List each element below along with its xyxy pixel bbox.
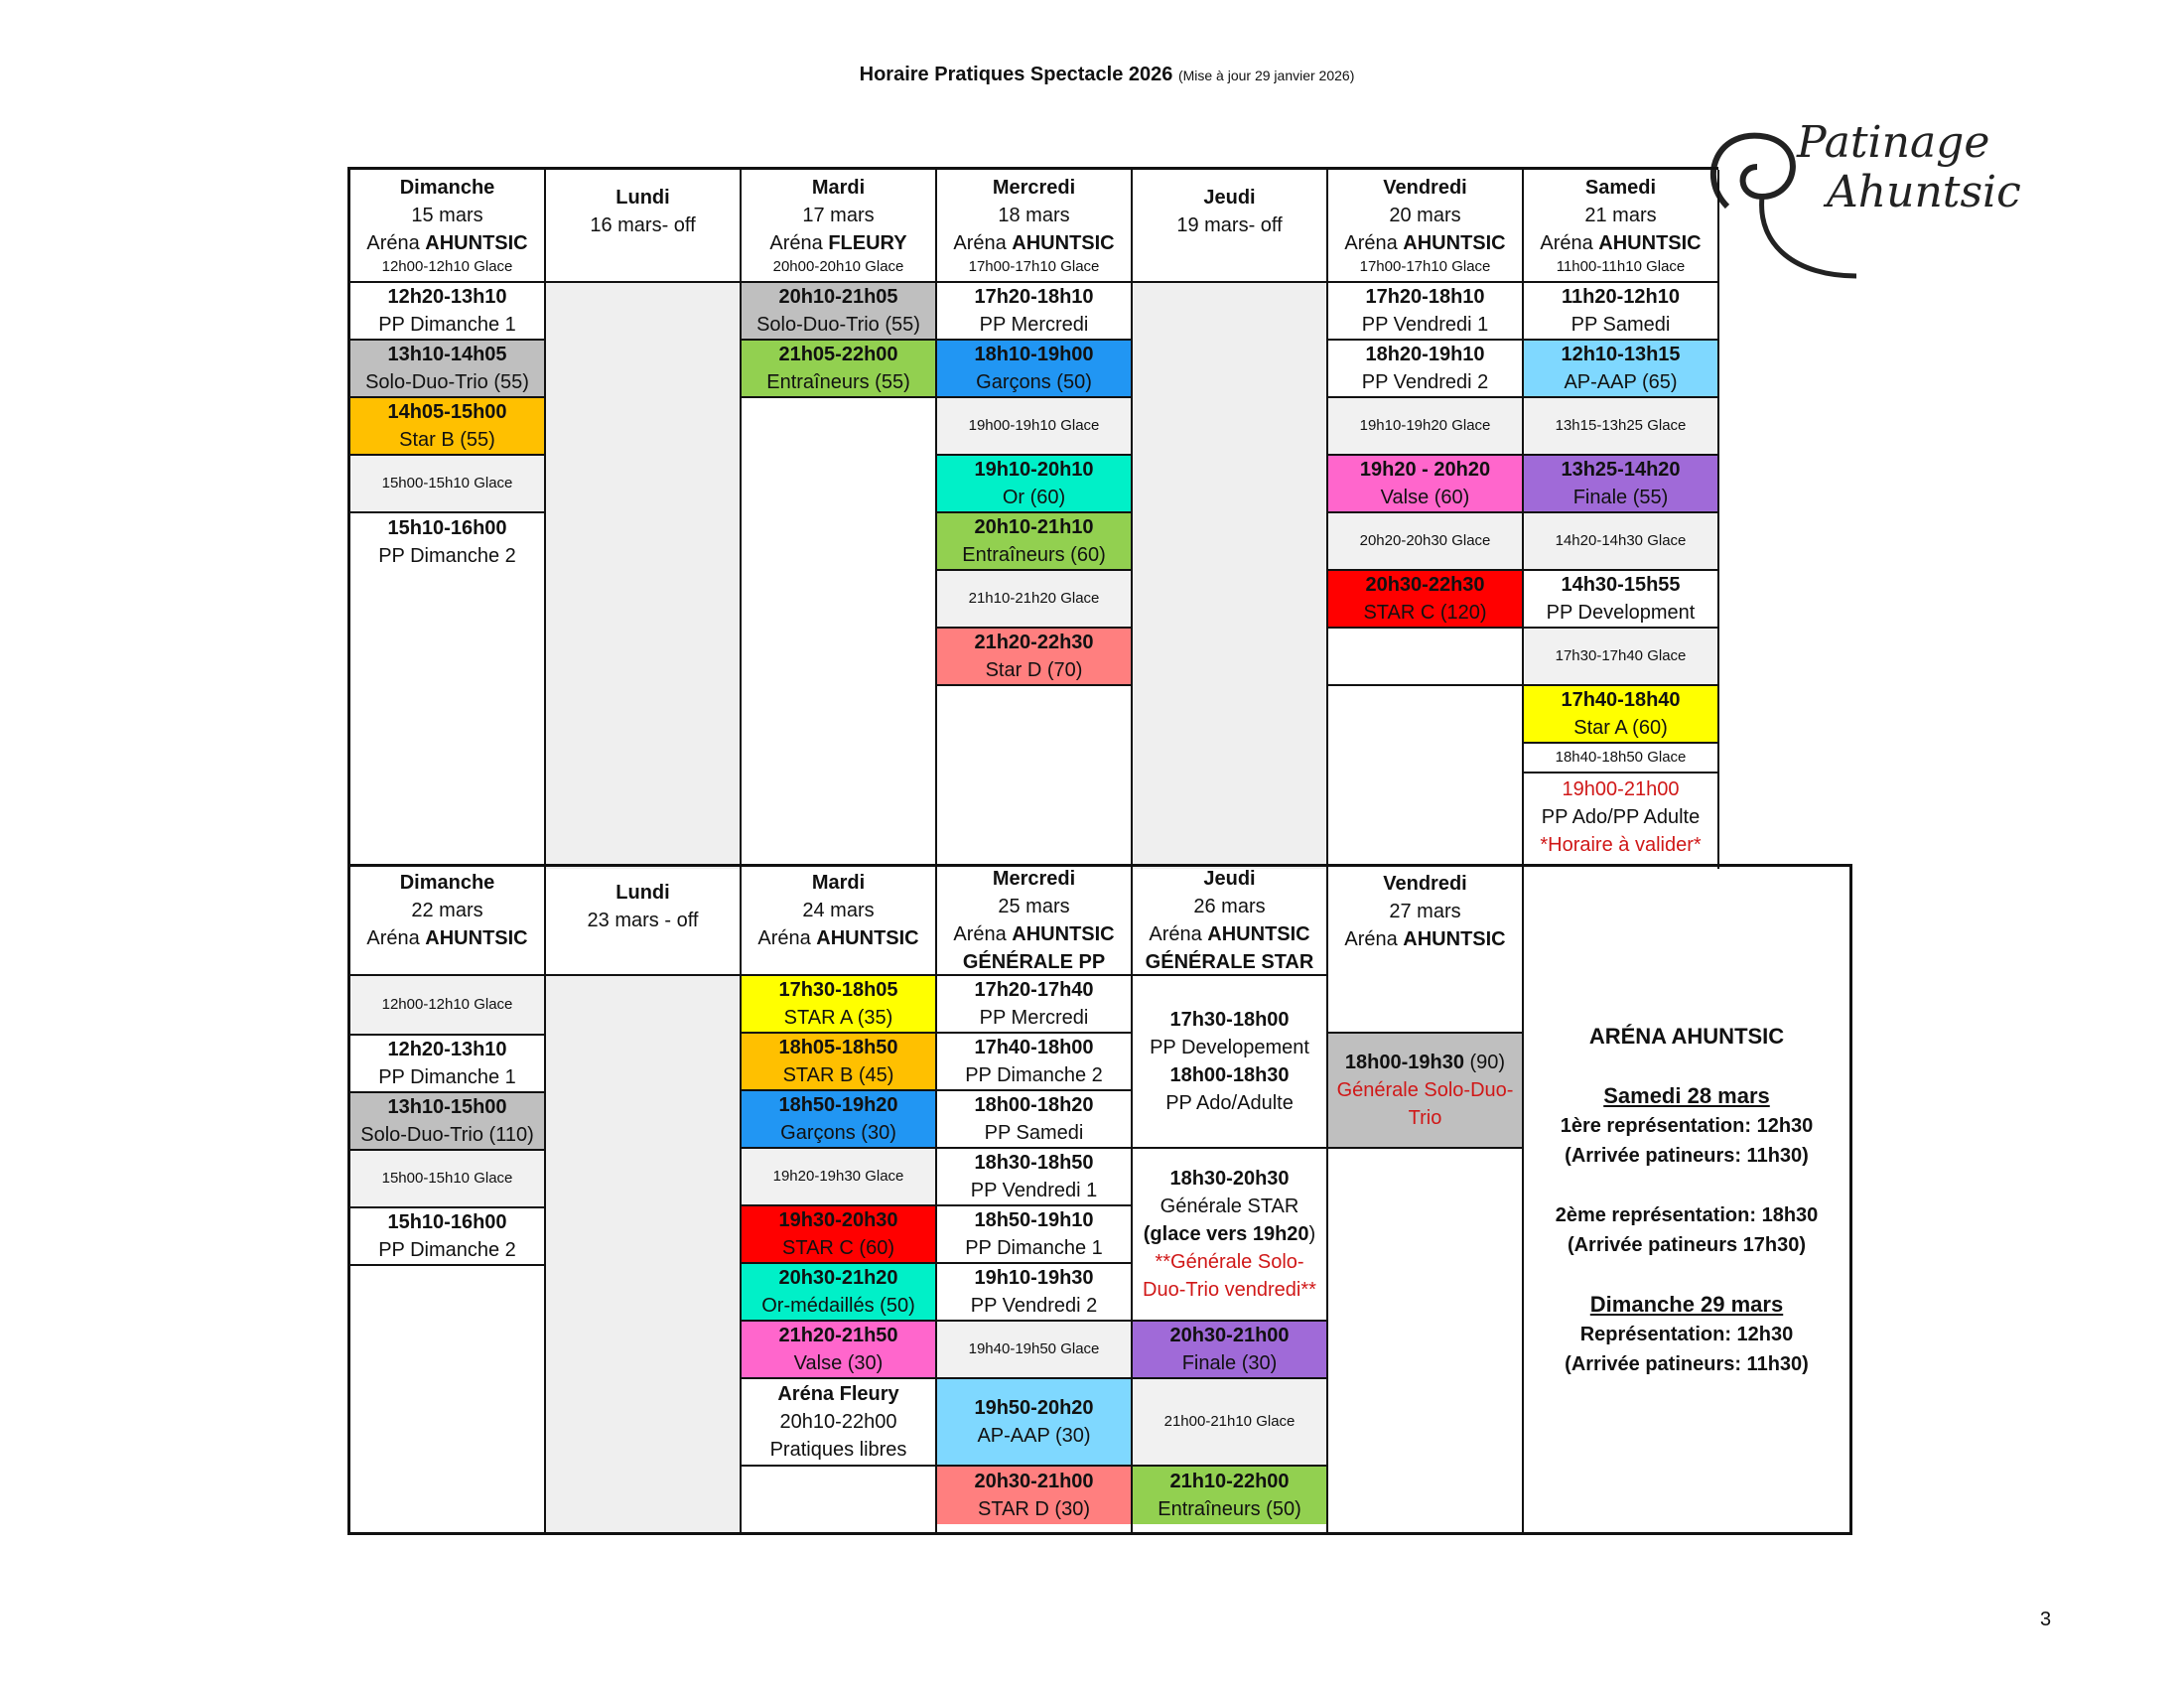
patinage-ahuntsic-logo <box>1688 87 2065 306</box>
date: 17 mars <box>802 205 875 226</box>
general-label: GÉNÉRALE PP <box>962 951 1106 973</box>
slot: 19h00-21h00 PP Ado/PP Adulte *Horaire à valider* <box>1540 778 1702 856</box>
week1-tuesday-column <box>742 170 937 869</box>
day-name: Dimanche <box>399 872 495 894</box>
slot: 17h30-18h05 STAR A (35) <box>742 976 935 1034</box>
date: 20 mars <box>1389 205 1461 226</box>
slot: 21h20-21h50 Valse (30) <box>742 1322 935 1379</box>
slot: 19h50-20h20 AP-AAP (30) <box>937 1379 1131 1467</box>
slot: 12h20-13h10 PP Dimanche 1 <box>350 283 544 341</box>
info-sat-title: Samedi 28 mars <box>1603 1083 1770 1108</box>
day-name: Vendredi <box>1383 873 1467 895</box>
empty <box>742 1467 935 1532</box>
slot: 12h10-13h15 AP-AAP (65) <box>1524 341 1717 398</box>
glace-slot: 15h00-15h10 Glace <box>350 456 544 513</box>
slot: Aréna Fleury 20h10-22h00 Pratiques libres <box>742 1379 935 1467</box>
slot: 18h00-18h20 PP Samedi <box>937 1091 1131 1149</box>
day-name: Mercredi <box>992 177 1076 199</box>
slot: 21h10-22h00 Entraîneurs (50) <box>1133 1467 1326 1524</box>
arena: Aréna AHUNTSIC <box>366 232 528 254</box>
slot: 20h30-22h30 STAR C (120) <box>1328 571 1522 629</box>
slot: 13h10-14h05 Solo-Duo-Trio (55) <box>350 341 544 398</box>
glace-slot: 19h20-19h30 Glace <box>742 1149 935 1206</box>
glace-time: 20h00-20h10 Glace <box>772 258 904 275</box>
day-name: Vendredi <box>1383 177 1467 199</box>
arena: Aréna AHUNTSIC <box>1344 232 1506 254</box>
week1-friday-header <box>1328 170 1522 283</box>
slot: 17h40-18h40 Star A (60) <box>1524 686 1717 744</box>
slot: 19h30-20h30 STAR C (60) <box>742 1206 935 1264</box>
week2-tuesday-column <box>742 867 937 1532</box>
info-sat-line3: 2ème représentation: 18h30 <box>1555 1204 1819 1226</box>
glace-time: 11h00-11h10 Glace <box>1556 258 1686 275</box>
info-sun-title: Dimanche 29 mars <box>1589 1292 1784 1317</box>
glace-time: 17h00-17h10 Glace <box>968 258 1100 275</box>
slot: 17h40-18h00 PP Dimanche 2 <box>937 1034 1131 1091</box>
glace-slot: 14h20-14h30 Glace <box>1524 513 1717 571</box>
title-main: Horaire Pratiques Spectacle 2026 <box>859 64 1173 85</box>
slot: 17h20-18h10 PP Vendredi 1 <box>1328 283 1522 341</box>
show-info-panel <box>1524 867 1849 1532</box>
slot: 21h20-22h30 Star D (70) <box>937 629 1131 686</box>
title-update: (Mise à jour 29 janvier 2026) <box>1177 68 1355 83</box>
slot: 20h30-21h00 STAR D (30) <box>937 1467 1131 1524</box>
slot: 14h05-15h00 Star B (55) <box>350 398 544 456</box>
svg-text:Ahuntsic: Ahuntsic <box>1827 167 2021 217</box>
page-number: 3 <box>2040 1609 2052 1630</box>
glace-slot: 18h40-18h50 Glace <box>1524 744 1717 774</box>
arena: Aréna AHUNTSIC <box>757 927 919 949</box>
slot: 11h20-12h10 PP Samedi <box>1524 283 1717 341</box>
week2-monday-header <box>546 867 740 976</box>
glace-slot: 21h10-21h20 Glace <box>937 571 1131 629</box>
slot: 18h30-20h30 Générale STAR (glace vers 19h20) **Générale Solo-Duo-Trio vendredi** <box>1133 1149 1326 1322</box>
week2-thursday-column <box>1133 867 1328 1532</box>
arena: Aréna FLEURY <box>769 232 907 254</box>
slot: 20h10-21h05 Solo-Duo-Trio (55) <box>742 283 935 341</box>
day-off: 19 mars- off <box>1176 214 1283 236</box>
week2-monday-column <box>546 867 742 1532</box>
slot: 18h50-19h10 PP Dimanche 1 <box>937 1206 1131 1264</box>
info-sat-line1: 1ère représentation: 12h30 <box>1560 1115 1814 1137</box>
week1-wednesday-header <box>937 170 1131 283</box>
week2-wednesday-header <box>937 867 1131 976</box>
week2-sunday-column <box>350 867 546 1532</box>
slot: 20h10-21h10 Entraîneurs (60) <box>937 513 1131 571</box>
empty <box>546 976 740 1532</box>
empty <box>350 1266 544 1532</box>
date: 15 mars <box>411 205 483 226</box>
week1-friday-column <box>1328 170 1524 869</box>
slot: 14h30-15h55 PP Development <box>1524 571 1717 629</box>
slot: 18h20-19h10 PP Vendredi 2 <box>1328 341 1522 398</box>
empty <box>546 283 740 869</box>
day-name: Jeudi <box>1203 868 1256 890</box>
week1-sunday-column <box>350 170 546 869</box>
slot: 17h30-18h00 PP Developement 18h00-18h30 PP Ado/Adulte <box>1133 976 1326 1149</box>
day-name: Mardi <box>811 177 866 199</box>
info-sat-line2: (Arrivée patineurs: 11h30) <box>1565 1145 1809 1167</box>
date: 18 mars <box>998 205 1070 226</box>
empty <box>1328 686 1522 869</box>
week1-tuesday-header <box>742 170 935 283</box>
date: 22 mars <box>411 900 483 921</box>
day-name: Dimanche <box>399 177 495 199</box>
slot: 18h00-19h30 (90) Générale Solo-Duo-Trio <box>1328 1034 1522 1149</box>
day-off: 23 mars - off <box>587 910 699 931</box>
arena: Aréna AHUNTSIC <box>953 232 1115 254</box>
date: 24 mars <box>802 900 875 921</box>
slot: 12h20-13h10 PP Dimanche 1 <box>350 1036 544 1093</box>
day-name: Samedi <box>1584 177 1657 199</box>
info-sun-line2: (Arrivée patineurs: 11h30) <box>1565 1353 1809 1375</box>
glace-slot: 13h15-13h25 Glace <box>1524 398 1717 456</box>
week2-thursday-header <box>1133 867 1326 976</box>
day-name: Mercredi <box>992 868 1076 890</box>
glace-time: 17h00-17h10 Glace <box>1359 258 1491 275</box>
empty <box>1328 1149 1522 1532</box>
day-name: Mardi <box>811 872 866 894</box>
slot: 13h25-14h20 Finale (55) <box>1524 456 1717 513</box>
glace-time: 12h00-12h10 Glace <box>381 258 513 275</box>
glace-slot: 21h00-21h10 Glace <box>1133 1379 1326 1467</box>
slot: 17h20-18h10 PP Mercredi <box>937 283 1131 341</box>
slot: 15h10-16h00 PP Dimanche 2 <box>350 1208 544 1266</box>
date: 21 mars <box>1584 205 1657 226</box>
slot: 18h50-19h20 Garçons (30) <box>742 1091 935 1149</box>
empty <box>937 686 1131 869</box>
day-off: 16 mars- off <box>590 214 696 236</box>
glace-slot: 12h00-12h10 Glace <box>350 976 544 1036</box>
week1-saturday-header <box>1524 170 1717 283</box>
document-title <box>0 64 2184 86</box>
glace-slot: 20h20-20h30 Glace <box>1328 513 1522 571</box>
week1-wednesday-column <box>937 170 1133 869</box>
slot: 21h05-22h00 Entraîneurs (55) <box>742 341 935 398</box>
week1-saturday-column <box>1524 170 1719 869</box>
slot: 18h10-19h00 Garçons (50) <box>937 341 1131 398</box>
week1-thursday-column <box>1133 170 1328 869</box>
week2-schedule <box>347 864 1852 1535</box>
glace-slot: 19h10-19h20 Glace <box>1328 398 1522 456</box>
slot: 17h20-17h40 PP Mercredi <box>937 976 1131 1034</box>
empty <box>937 1524 1131 1532</box>
arena: Aréna AHUNTSIC <box>1540 232 1702 254</box>
week2-friday-header <box>1328 867 1522 976</box>
week2-friday-column <box>1328 867 1524 1532</box>
general-label: GÉNÉRALE STAR <box>1145 951 1314 973</box>
slot: 18h30-18h50 PP Vendredi 1 <box>937 1149 1131 1206</box>
glace-slot: 19h00-19h10 Glace <box>937 398 1131 456</box>
slot: 15h10-16h00 PP Dimanche 2 <box>378 517 516 567</box>
svg-text:Patinage: Patinage <box>1797 117 1990 168</box>
empty <box>350 571 544 869</box>
arena: Aréna AHUNTSIC <box>1149 923 1310 945</box>
glace-slot: 19h40-19h50 Glace <box>937 1322 1131 1379</box>
week2-tuesday-header <box>742 867 935 976</box>
arena: Aréna AHUNTSIC <box>366 927 528 949</box>
day-name: Lundi <box>615 882 670 904</box>
week2-wednesday-column <box>937 867 1133 1532</box>
slot: 19h20 - 20h20 Valse (60) <box>1328 456 1522 513</box>
empty <box>742 398 935 869</box>
empty <box>1328 976 1522 1034</box>
empty <box>1133 283 1326 869</box>
empty <box>1328 629 1522 686</box>
day-name: Lundi <box>615 187 670 209</box>
empty <box>1133 1524 1326 1532</box>
slot: 19h10-20h10 Or (60) <box>937 456 1131 513</box>
slot: 18h05-18h50 STAR B (45) <box>742 1034 935 1091</box>
arena: Aréna AHUNTSIC <box>1344 928 1506 950</box>
glace-slot: 15h00-15h10 Glace <box>350 1151 544 1208</box>
date: 25 mars <box>998 896 1070 917</box>
slot: 19h10-19h30 PP Vendredi 2 <box>937 1264 1131 1322</box>
info-arena: ARÉNA AHUNTSIC <box>1588 1024 1785 1049</box>
week1-sunday-header <box>350 170 544 283</box>
date: 26 mars <box>1193 896 1266 917</box>
week1-schedule <box>347 167 1718 869</box>
week1-monday-header <box>546 170 740 283</box>
slot: 13h10-15h00 Solo-Duo-Trio (110) <box>350 1093 544 1151</box>
week1-monday-column <box>546 170 742 869</box>
slot: 20h30-21h20 Or-médaillés (50) <box>742 1264 935 1322</box>
arena: Aréna AHUNTSIC <box>953 923 1115 945</box>
day-name: Jeudi <box>1203 187 1256 209</box>
info-sun-line1: Représentation: 12h30 <box>1579 1324 1794 1345</box>
slot: 20h30-21h00 Finale (30) <box>1133 1322 1326 1379</box>
glace-slot: 17h30-17h40 Glace <box>1524 629 1717 686</box>
week1-thursday-header <box>1133 170 1326 283</box>
week2-sunday-header <box>350 867 544 976</box>
info-sat-line4: (Arrivée patineurs 17h30) <box>1567 1234 1807 1256</box>
date: 27 mars <box>1389 901 1461 922</box>
